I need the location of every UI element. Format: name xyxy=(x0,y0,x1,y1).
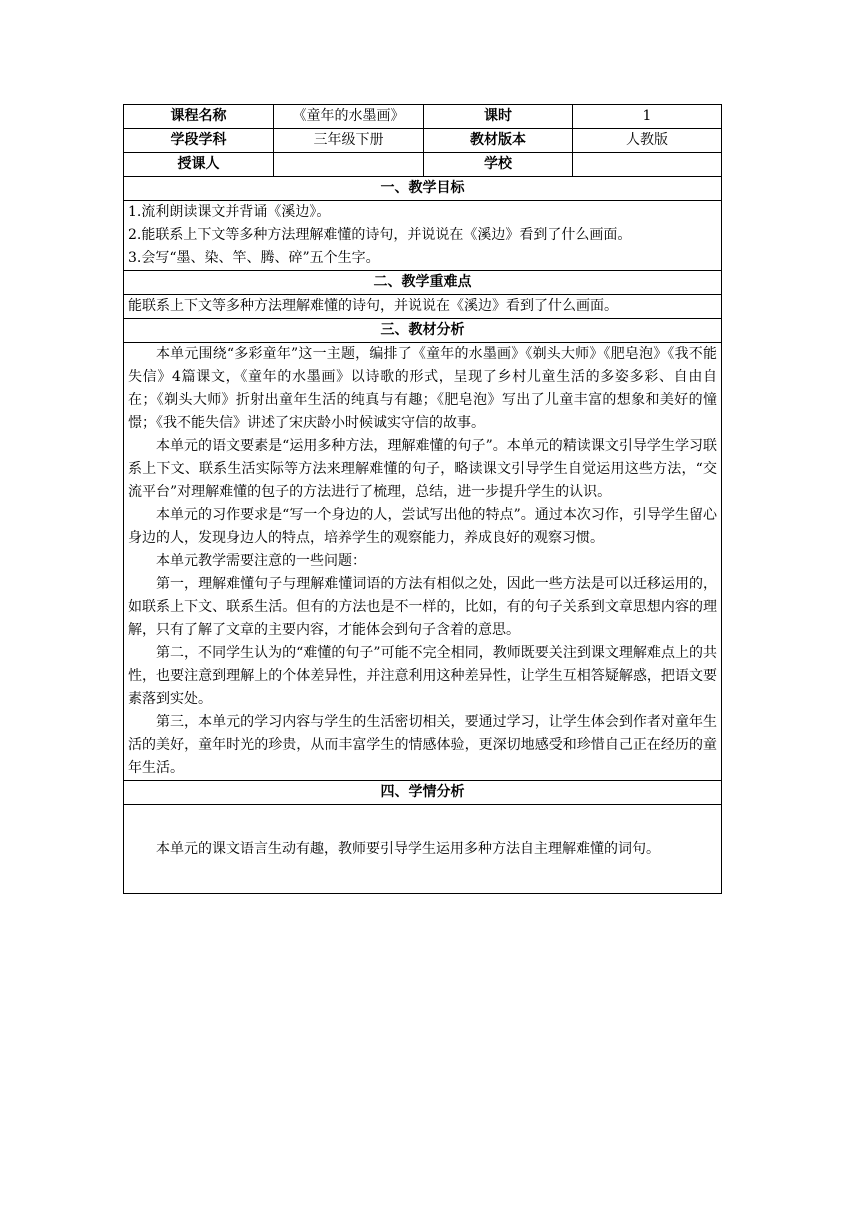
header-row-grade xyxy=(124,129,722,153)
edition-label: 教材版本 xyxy=(424,129,573,153)
key-points-text: 能联系上下文等多种方法理解难懂的诗句，并说说在《溪边》看到了什么画面。 xyxy=(128,298,618,314)
section-body-goals xyxy=(124,201,722,271)
section-body-student-analysis xyxy=(124,805,722,894)
section-body-row-student-analysis xyxy=(124,805,722,894)
period-label: 课时 xyxy=(424,105,573,129)
header-row-teacher xyxy=(124,153,722,177)
grade-value: 三年级下册 xyxy=(274,129,424,153)
student-analysis-text: 本单元的课文语言生动有趣，教师要引导学生运用多种方法自主理解难懂的词句。 xyxy=(156,840,660,857)
edition-value: 人教版 xyxy=(573,129,722,153)
goal-line: 1.流利朗读课文并背诵《溪边》。 xyxy=(128,204,331,220)
analysis-paragraph: 本单元的习作要求是“写一个身边的人，尝试写出他的特点”。通过本次习作，引导学生留心身边的人，发现身边人的特点，培养学生的观察能力，养成良好的观察习惯。 xyxy=(128,507,717,546)
school-value xyxy=(573,153,722,177)
section-body-key-points xyxy=(124,295,722,319)
section-title-goals: 一、教学目标 xyxy=(124,177,722,201)
course-name-label: 课程名称 xyxy=(124,105,274,129)
header-row-course xyxy=(124,105,722,129)
grade-label: 学段学科 xyxy=(124,129,274,153)
section-title-key-points: 二、教学重难点 xyxy=(124,271,722,295)
analysis-paragraph: 第二，不同学生认为的“难懂的句子”可能不完全相同，教师既要关注到课文理解难点上的共性，也要注意到理解上的个体差异性，并注意利用这种差异性，让学生互相答疑解惑，把语文要素落到实处。 xyxy=(128,645,717,707)
section-row-goals xyxy=(124,177,722,201)
lesson-plan-page xyxy=(123,104,721,894)
analysis-paragraph: 本单元教学需要注意的一些问题： xyxy=(156,553,366,569)
section-row-key-points xyxy=(124,271,722,295)
analysis-paragraph: 本单元的语文要素是“运用多种方法，理解难懂的句子”。本单元的精读课文引导学生学习联系上下文、联系生活实际等方法来理解难懂的句子，略读课文引导学生自觉运用这些方法，“交流平台”对理解难懂的包子的方法进行了梳理，总结，进一步提升学生的认识。 xyxy=(128,438,717,500)
school-label: 学校 xyxy=(424,153,573,177)
course-name-value: 《童年的水墨画》 xyxy=(274,105,424,129)
section-body-row-goals xyxy=(124,201,722,271)
section-title-student-analysis: 四、学情分析 xyxy=(124,781,722,805)
section-body-row-key-points xyxy=(124,295,722,319)
goal-line: 3.会写“墨、染、竿、腾、碎”五个生字。 xyxy=(128,250,380,266)
analysis-paragraph: 本单元围绕“多彩童年”这一主题，编排了《童年的水墨画》《剃头大师》《肥皂泡》《我不能失信》4篇课文，《童年的水墨画》以诗歌的形式，呈现了乡村儿童生活的多姿多彩、自由自在；《剃头大师》折射出童年生活的纯真与有趣；《肥皂泡》写出了儿童丰富的想象和美好的憧憬；《我不能失信》讲述了宋庆龄小时候诚实守信的故事。 xyxy=(128,346,717,431)
period-value: 1 xyxy=(573,105,722,129)
section-body-textbook-analysis xyxy=(124,343,722,781)
section-row-textbook-analysis xyxy=(124,319,722,343)
teacher-value xyxy=(274,153,424,177)
teacher-label: 授课人 xyxy=(124,153,274,177)
analysis-paragraph: 第三，本单元的学习内容与学生的生活密切相关，要通过学习，让学生体会到作者对童年生活的美好，童年时光的珍贵，从而丰富学生的情感体验，更深切地感受和珍惜自己正在经历的童年生活。 xyxy=(128,714,717,776)
section-body-row-textbook-analysis xyxy=(124,343,722,781)
analysis-paragraph: 第一，理解难懂句子与理解难懂词语的方法有相似之处，因此一些方法是可以迁移运用的，如联系上下文、联系生活。但有的方法也是不一样的，比如，有的句子关系到文章思想内容的理解，只有了解了文章的主要内容，才能体会到句子含着的意思。 xyxy=(128,576,717,638)
section-row-student-analysis xyxy=(124,781,722,805)
goal-line: 2.能联系上下文等多种方法理解难懂的诗句，并说说在《溪边》看到了什么画面。 xyxy=(128,227,632,243)
lesson-plan-table xyxy=(123,104,722,894)
section-title-textbook-analysis: 三、教材分析 xyxy=(124,319,722,343)
